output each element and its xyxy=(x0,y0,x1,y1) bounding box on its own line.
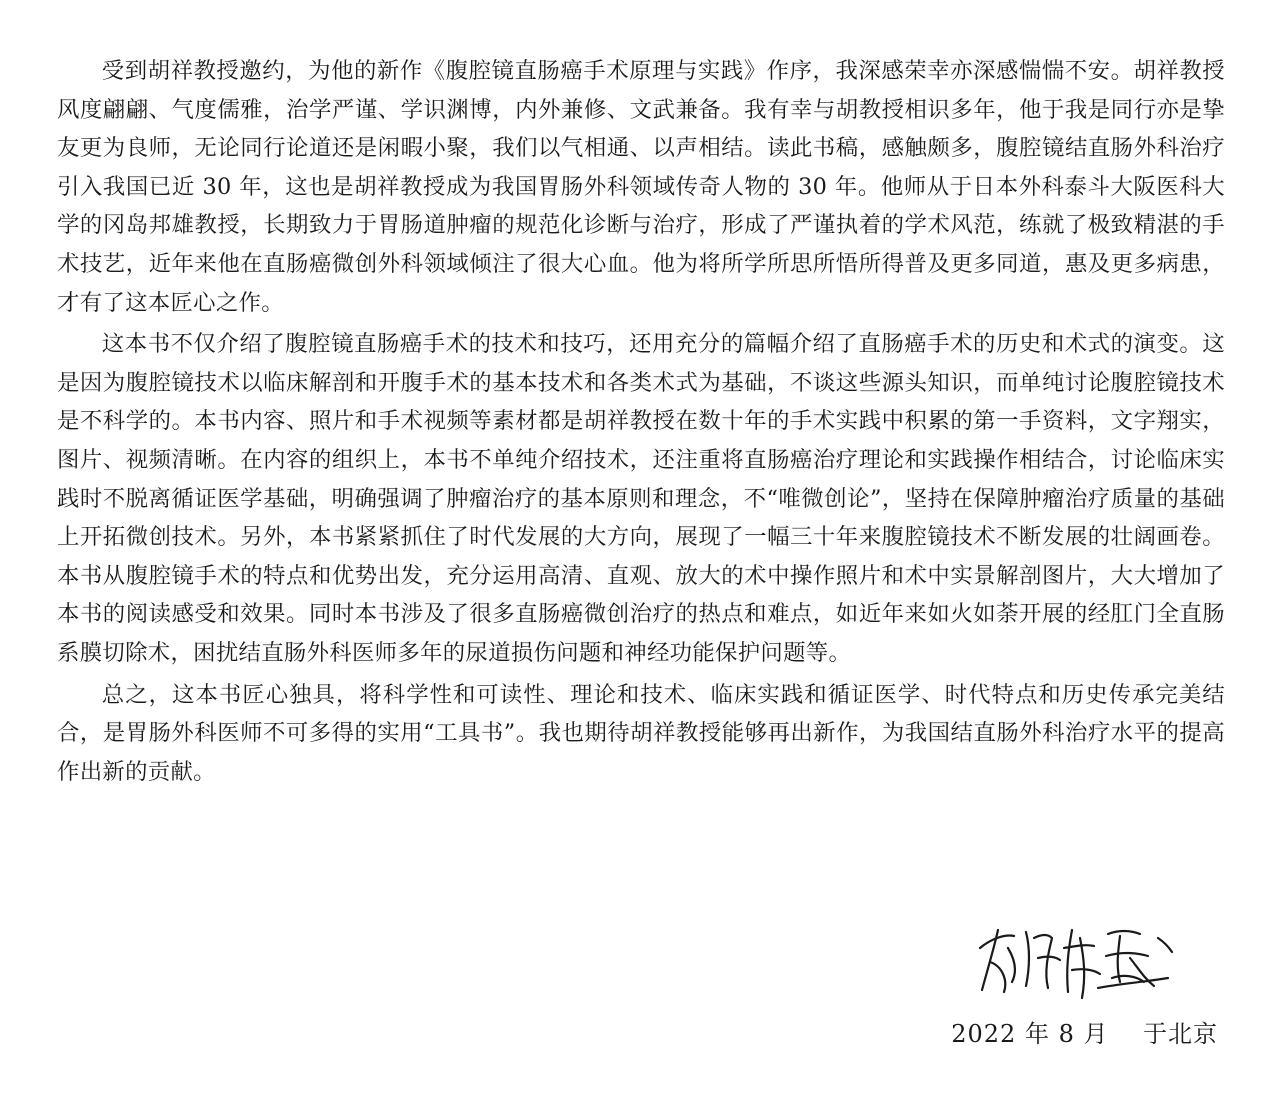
dateline: 2022 年 8 月 于北京 xyxy=(951,1020,1218,1048)
paragraph-2: 这本书不仅介绍了腹腔镜直肠癌手术的技术和技巧，还用充分的篇幅介绍了直肠癌手术的历史和术式的演变。这是因为腹腔镜技术以临床解剖和开腹手术的基本技术和各类术式为基础，不谈这些源头知识，而单纯讨论腹腔镜技术是不科学的。本书内容、照片和手术视频等素材都是胡祥教授在数十年的手术实践中积累的第一手资料，文字翔实，图片、视频清晰。在内容的组织上，本书不单纯介绍技术，还注重将直肠癌治疗理论和实践操作相结合，讨论临床实践时不脱离循证医学基础，明确强调了肿瘤治疗的基本原则和理念，不“唯微创论”，坚持在保障肿瘤治疗质量的基础上开拓微创技术。另外，本书紧紧抓住了时代发展的大方向，展现了一幅三十年来腹腔镜技术不断发展的壮阔画卷。本书从腹腔镜手术的特点和优势出发，充分运用高清、直观、放大的术中操作照片和术中实景解剖图片，大大增加了本书的阅读感受和效果。同时本书涉及了很多直肠癌微创治疗的热点和难点，如近年来如火如荼开展的经肛门全直肠系膜切除术，困扰结直肠外科医师多年的尿道损伤问题和神经功能保护问题等。 xyxy=(57,331,1225,666)
paragraph-3: 总之，这本书匠心独具，将科学性和可读性、理论和技术、临床实践和循证医学、时代特点和历史传承完美结合，是胃肠外科医师不可多得的实用“工具书”。我也期待胡祥教授能够再出新作，为我国结直肠外科治疗水平的提高作出新的贡献。 xyxy=(57,681,1225,785)
preface-body xyxy=(57,52,1225,794)
paragraph-1: 受到胡祥教授邀约，为他的新作《腹腔镜直肠癌手术原理与实践》作序，我深感荣幸亦深感惴惴不安。胡祥教授风度翩翩、气度儒雅，治学严谨、学识渊博，内外兼修、文武兼备。我有幸与胡教授相识多年，他于我是同行亦是挚友更为良师，无论同行论道还是闲暇小聚，我们以气相通、以声相结。读此书稿，感触颇多，腹腔镜结直肠外科治疗引入我国已近 30 年，这也是胡祥教授成为我国胃肠外科领域传奇人物的 30 年。他师从于日本外科泰斗大阪医科大学的冈岛邦雄教授，长期致力于胃肠道肿瘤的规范化诊断与治疗，形成了严谨执着的学术风范，练就了极致精湛的手术技艺，近年来他在直肠癌微创外科领域倾注了很大心血。他为将所学所思所悟所得普及更多同道，惠及更多病患，才有了这本匠心之作。 xyxy=(57,58,1225,316)
handwritten-signature xyxy=(968,908,1198,1008)
